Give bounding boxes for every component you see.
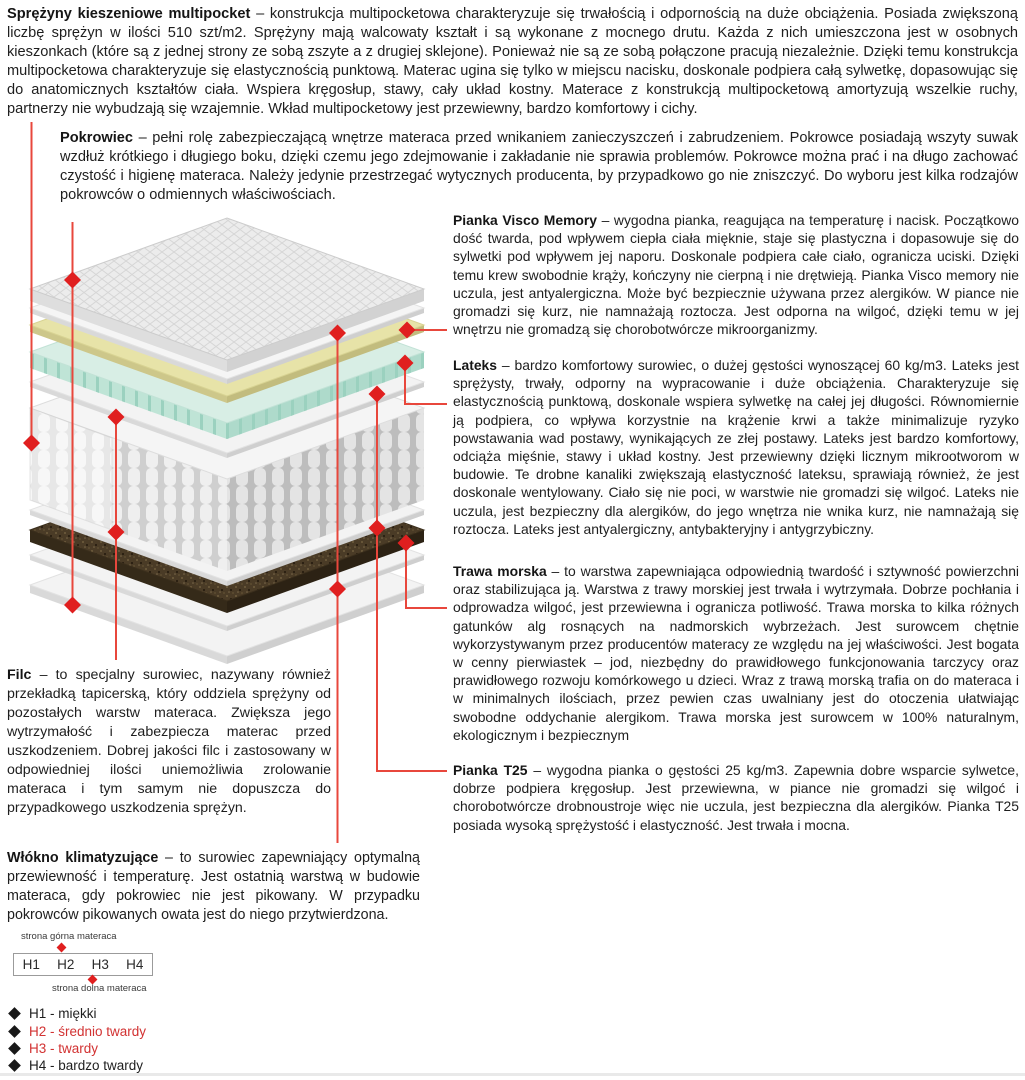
- diamond-icon: [8, 1025, 21, 1038]
- layer-seagrass: [30, 459, 424, 613]
- paragraph-springs-body: – konstrukcja multipocketowa charakteryzuje się trwałością i odpornością na duże obciążenia. Posiada zwiększoną liczbę sprężyn w ilości 510 szt/m2. Sprężyny mają walcowaty kształt i są wykonane z mocnego drutu. Każda z nich umieszczona jest w osobnych kieszonkach (które są z jednej strony ze sobą zszyte a z drugiej sklejone). Ponieważ nie są ze sobą połączone pracują niezależnie. Dzięki temu konstrukcja multipocketowa charakteryzuje się elastycznością punktową. Materac ugina się tylko w miejscu nacisku, doskonale podpiera całą sylwetkę, dopasowując się do anatomicznych kształtów ciała. Wspiera kręgosłup, stawy, cały układ kostny. Materace z konstrukcją multipocketową amortyzują wszelkie ruchy, partnerzy nie wybudzają się wzajemnie. Wkład multipocketowy jest przewiewny, bardzo komfortowy i cichy.: [7, 6, 1018, 117]
- legend-label-h1: H1 - miękki: [29, 1006, 97, 1021]
- paragraph-fiber-title: Włókno klimatyzujące: [7, 850, 159, 866]
- paragraph-climate-fiber: [7, 849, 420, 925]
- layer-felt-top: [30, 311, 424, 458]
- scale-top-diamond-icon: [57, 943, 67, 953]
- hardness-level-h3: H3: [91, 957, 109, 972]
- diamond-icon: [8, 1042, 21, 1055]
- paragraph-seagrass: [453, 562, 1019, 744]
- paragraph-cover: [60, 129, 1018, 205]
- paragraph-t25-body: – wygodna pianka o gęstości 25 kg/m3. Zapewnia dobre wsparcie sylwetce, dobrze podpiera kręgosłup. Jest przewiewna, w piance nie gromadzi się wilgoć i chorobotwórcze drobnoustroje więc nie uczula, jest bezpieczna dla alergików. Pianka T25 posiada wysoką sprężystość i elastyczność. Jest trwała i mocna.: [453, 762, 1019, 833]
- hardness-scale-box: [13, 953, 153, 976]
- legend-label-h4: H4 - bardzo twardy: [29, 1058, 144, 1073]
- paragraph-cover-body: – pełni rolę zabezpieczającą wnętrze materaca przed wnikaniem zanieczyszczeń i zabrudzeniem. Pokrowce posiadają wszyty suwak wzdłuż krótkiego i długiego boku, dzięki czemu jego zdejmowanie i zakładanie nie sprawia problemów. Pokrowce można prać i na długo zachować czystość i higienę materaca. Należy jedynie przestrzegać wytycznych producenta, by przypadkowo go nie zniszczyć. Do wyboru jest kilka rodzajów pokrowców o odmiennych właściwościach.: [60, 130, 1018, 203]
- paragraph-visco-body: – wygodna pianka, reagująca na temperaturę i nacisk. Początkowo dość twarda, pod wpływem ciepła ciała mięknie, staje się plastyczna i dopasowuje się do sylwetki pod wpływem jej naporu. Doskonale podpiera całe ciało, ogranicza uciski. Dzięki temu krew swobodnie krąży, kończyny nie cierpną i nie drętwieją. Pianka Visco memory nie uczula, jest antyalergiczna. Może być bezpiecznie używana przez alergików. W piance nie gromadzi się kurz, nie namnażają roztocza. Jest odporna na wilgoć, dzięki temu w jej wnętrzu nie gromadzą się chorobotwórcze mikroorganizmy.: [453, 212, 1020, 338]
- hardness-level-h4: H4: [126, 957, 144, 972]
- page-bottom-edge: [0, 1073, 1025, 1076]
- paragraph-springs-title: Sprężyny kieszeniowe multipocket: [7, 6, 251, 22]
- callout-line-latex: [405, 363, 447, 404]
- paragraph-felt-title: Filc: [7, 667, 32, 683]
- legend-item-h2: [10, 1024, 146, 1039]
- legend-item-h4: [10, 1058, 143, 1073]
- paragraph-latex: [453, 356, 1019, 538]
- scale-bottom-side-label: strona dolna materaca: [52, 983, 147, 994]
- layer-pocket-springs: [30, 337, 424, 571]
- layer-felt-bottom: [30, 439, 424, 586]
- callout-diamond-markers: [23, 272, 416, 614]
- layer-bottom-liner-2: [30, 514, 424, 664]
- layer-latex: [30, 281, 424, 439]
- paragraph-t25-title: Pianka T25: [453, 762, 528, 778]
- paragraph-seagrass-body: – to warstwa zapewniająca odpowiednią twardość i sztywność powierzchni oraz stabilizująca ją. Warstwa z trawy morskiej jest trwała i wytrzymała. Dobrze pochłania i odprowadza wilgoć, jest przewiewna i ogranicza potliwość. Trawa morska to kilka różnych gatunków alg rosnących na nadmorskich wybrzeżach. Jest surowcem chętnie wykorzystywanym przez producentów materacy ze względu na jej właściwości. Jest bogata w cenny pierwiastek – jod, niezbędny do prawidłowego funkcjonowania tarczycy oraz prawidłowego rozwoju komórkowego u dzieci. Wraz z trawą morską trafia on do materaca i w minimalnych ilościach, przez pewien czas uwalniany jest do otoczenia ułatwiając swobodne oddychanie alergikom. Trawa morska jest surowcem w 100% naturalnym, ekologicznym i bezpiecznym: [453, 563, 1020, 743]
- hardness-level-h1: H1: [22, 957, 40, 972]
- paragraph-seagrass-title: Trawa morska: [453, 563, 547, 579]
- paragraph-latex-title: Lateks: [453, 357, 498, 373]
- legend-item-h1: [10, 1006, 97, 1021]
- paragraph-fiber-body: – to surowiec zapewniający optymalną przewiewność i temperaturę. Jest ostatnią warstwą w budowie materaca, gdy pokrowiec nie jest pikowany. W przypadku pokrowców pikowanych owata jest do niego przytwierdzona.: [7, 850, 420, 923]
- layer-visco: [30, 254, 424, 403]
- legend-item-h3: [10, 1041, 98, 1056]
- hardness-level-h2: H2: [57, 957, 75, 972]
- layer-bottom-liner-1: [30, 484, 424, 631]
- layer-climate-fiber: [30, 237, 424, 384]
- paragraph-cover-title: Pokrowiec: [60, 130, 133, 146]
- paragraph-felt-body: – to specjalny surowiec, nazywany również przekładką tapicerską, który oddziela sprężyny od pozostałych warstw materaca. Zwiększa jego wytrzymałość i zabezpiecza materac przed uszkodzeniem. Dobrej jakości filc i zastosowany w odpowiedniej ilości uniemożliwia zrolowanie materaca i tym samym nie dopuszcza do przypadkowego uszkodzenia sprężyn.: [7, 667, 331, 816]
- paragraph-t25-foam: [453, 761, 1019, 834]
- paragraph-felt: [7, 666, 331, 818]
- callout-line-t25: [377, 394, 447, 771]
- layer-quilted-cover: [30, 218, 424, 372]
- scale-top-side-label: strona górna materaca: [21, 931, 117, 942]
- paragraph-visco-title: Pianka Visco Memory: [453, 212, 598, 228]
- diamond-icon: [8, 1059, 21, 1072]
- paragraph-springs: [7, 5, 1018, 118]
- paragraph-latex-body: – bardzo komfortowy surowiec, o dużej gęstości wynoszącej 60 kg/m3. Lateks jest sprężysty, trwały, odporny na wypracowanie i duże obciążenia. Charakteryzuje się elastycznością punktową, doskonale wspiera sylwetkę na całej jej długości. Równomiernie ją podpiera, co wpływa korzystnie na krążenie krwi a także minimalizuje ryzyko powstawania wad postawy, wynikających ze złej postawy. Lateks jest bardzo komfortowy, odciąża mięśnie, stawy i układ kostny. Jest przewiewny dzięki licznym mikrootworom w budowie. Te drobne kanaliki zwiększają elastyczność lateksu, sprawiają również, że jest doskonale wentylowany. Ciało się nie poci, w warstwie nie gromadzi się wilgoć. Lateks nie uczula, jest bezpieczny dla alergików, do jego wnętrza nie wnika kurz, nie namnażają się roztocza. Lateks jest antyalergiczny, antybakteryjny i antygrzybiczny.: [453, 357, 1020, 537]
- legend-label-h3: H3 - twardy: [29, 1041, 99, 1056]
- diamond-icon: [8, 1007, 21, 1020]
- paragraph-visco-memory: [453, 211, 1019, 338]
- callout-line-seagrass: [406, 543, 447, 608]
- legend-label-h2: H2 - średnio twardy: [29, 1024, 147, 1039]
